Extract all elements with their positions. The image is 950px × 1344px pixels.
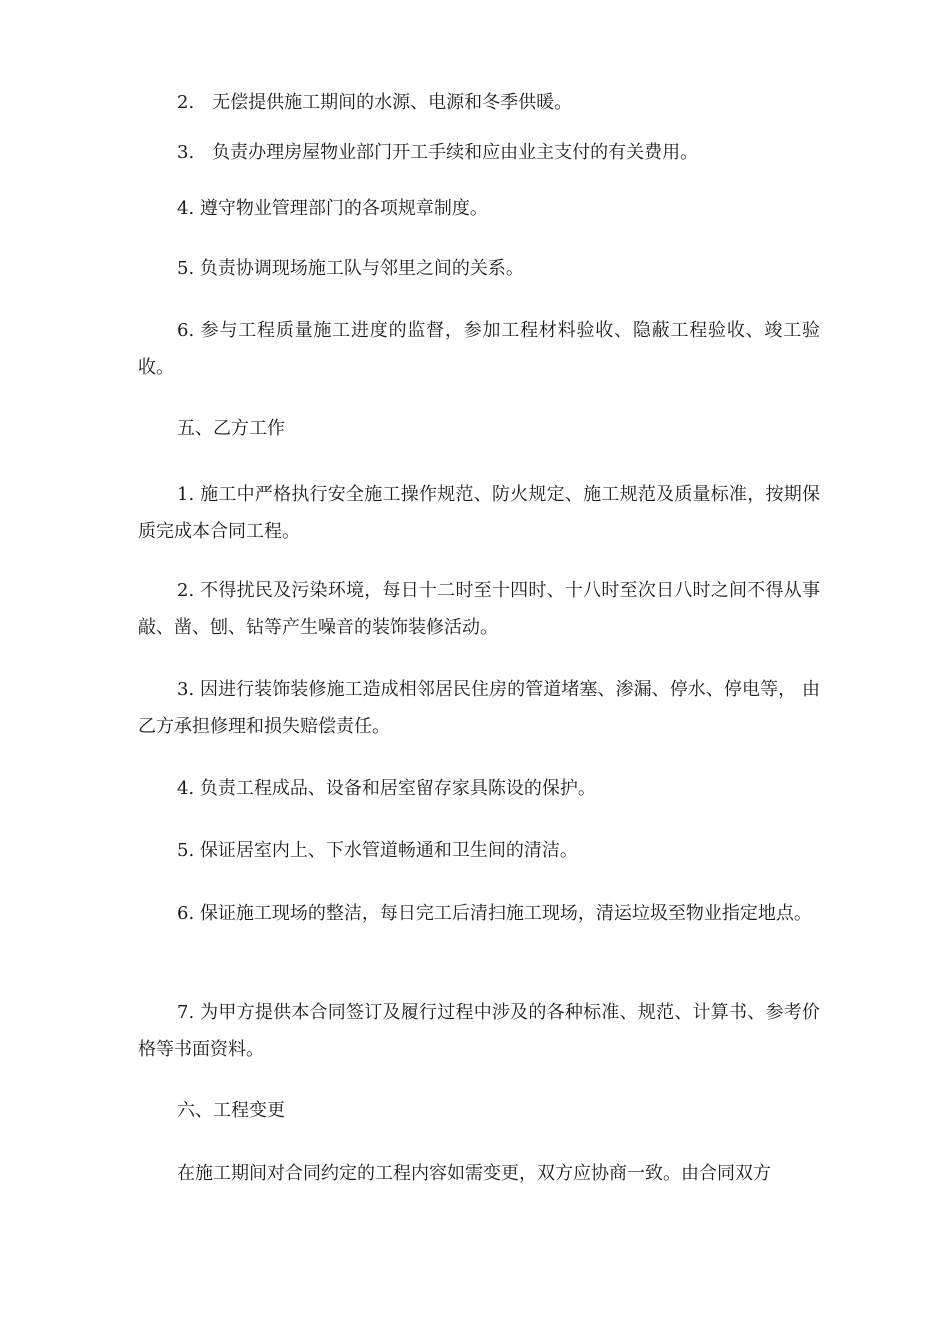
paragraph-party-b-item-5: 5. 保证居室内上、下水管道畅通和卫生间的清洁。 (177, 840, 578, 861)
paragraph-party-b-item-4: 4. 负责工程成品、设备和居室留存家具陈设的保护。 (177, 778, 596, 799)
paragraph-party-b-item-1: 1. 施工中严格执行安全施工操作规范、防火规定、施工规范及质量标准，按期保质完成本合同工程。 (138, 484, 820, 542)
paragraph-item-2: 2. 无偿提供施工期间的水源、电源和冬季供暖。 (177, 92, 573, 113)
paragraph-item-4: 4. 遵守物业管理部门的各项规章制度。 (177, 198, 488, 219)
paragraph-item-3: 3. 负责办理房屋物业部门开工手续和应由业主支付的有关费用。 (177, 142, 699, 163)
paragraph-party-b-item-6: 6. 保证施工现场的整洁，每日完工后清扫施工现场，清运垃圾至物业指定地点。 (177, 903, 812, 924)
section-heading-changes: 六、工程变更 (177, 1100, 285, 1121)
paragraph-item-6: 6. 参与工程质量施工进度的监督，参加工程材料验收、隐蔽工程验收、竣工验收。 (138, 320, 820, 378)
paragraph-changes-body: 在施工期间对合同约定的工程内容如需变更，双方应协商一致。由合同双方 (177, 1163, 771, 1184)
paragraph-item-5: 5. 负责协调现场施工队与邻里之间的关系。 (177, 258, 524, 279)
section-heading-party-b: 五、乙方工作 (177, 418, 285, 439)
paragraph-party-b-item-7: 7. 为甲方提供本合同签订及履行过程中涉及的各种标准、规范、计算书、参考价格等书面资料。 (138, 1002, 820, 1060)
paragraph-party-b-item-2: 2. 不得扰民及污染环境，每日十二时至十四时、十八时至次日八时之间不得从事敲、凿、刨、钻等产生噪音的装饰装修活动。 (138, 580, 820, 638)
paragraph-party-b-item-3: 3. 因进行装饰装修施工造成相邻居民住房的管道堵塞、渗漏、停水、停电等， 由乙方承担修理和损失赔偿责任。 (138, 679, 820, 737)
